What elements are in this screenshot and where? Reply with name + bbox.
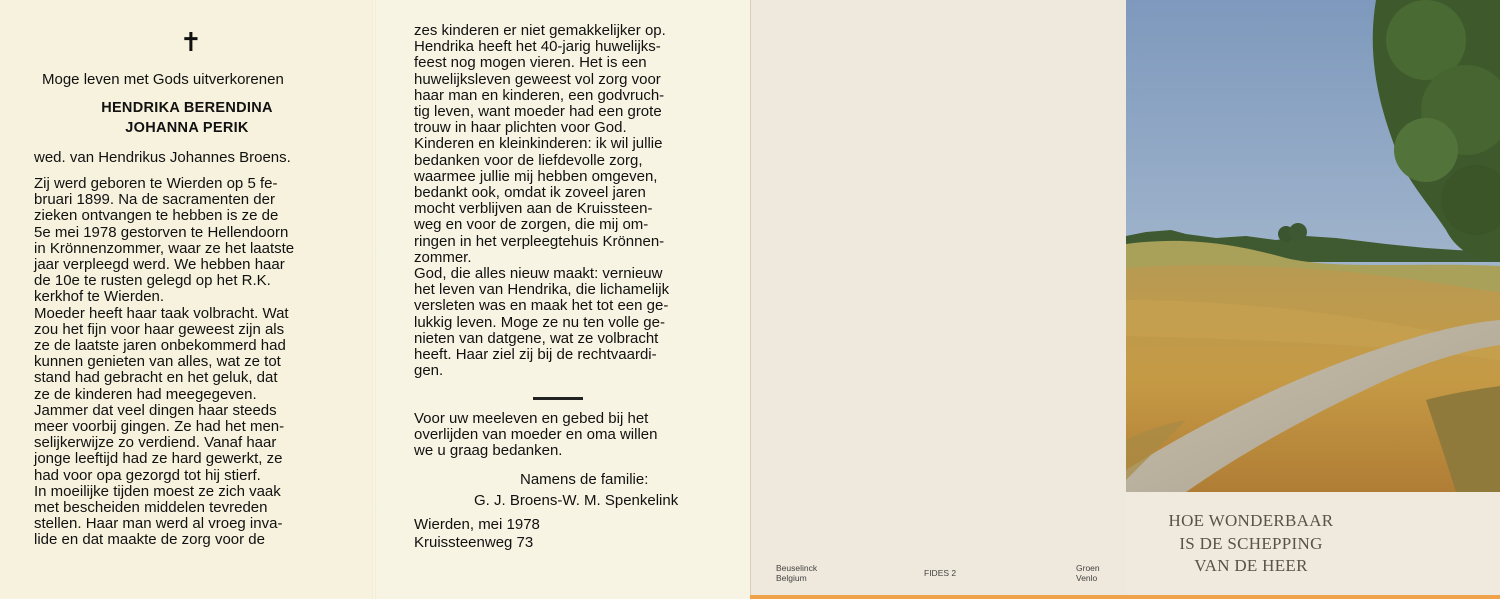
center-fold [372, 0, 376, 599]
deceased-name-line2: JOHANNA PERIK [125, 120, 249, 136]
deceased-name-line1: HENDRIKA BERENDINA [101, 100, 273, 116]
motto-text: Moge leven met Gods uitverkorenen [42, 71, 284, 88]
country-road-photo [1126, 0, 1500, 492]
place-date: Wierden, mei 1978 [414, 516, 540, 533]
series-label: FIDES 2 [924, 568, 957, 578]
front-caption [1126, 510, 1376, 578]
family-names: G. J. Broens-W. M. Spenkelink [474, 492, 679, 509]
publisher-right: Groen Venlo [1076, 563, 1100, 583]
card-back-panel [750, 0, 1126, 599]
address: Kruissteenweg 73 [414, 534, 534, 551]
biography-text: Zij werd geboren te Wierden op 5 fe- bruari 1899. Na de sacramenten der zieken ontvangen te hebben is ze de 5e mei 1978 gestorven te Hellendoorn in Krönnenzommer, waar ze het laatste jaar verpleegd werd. We hebben haar de 10e te rusten gelegd op het R.K. kerkhof te Wierden. Moeder heeft haar taak volbracht. Wat zou het fijn voor haar geweest zijn als ze de laatste jaren onbekommerd had kunnen genieten van alles, wat ze tot stand had gebracht en het geluk, dat ze de kinderen had meegegeven. Jammer dat veel dingen haar steeds meer voorbij gingen. Ze had het men- selijkerwijze zo verdiend. Vanaf haar jonge leeftijd had ze hard gewerkt, ze had voor opa gezorgd tot hij stierf. In moeilijke tijden moest ze zich vaak met bescheiden middelen tevreden stellen. Haar man werd al vroeg inva- lide en dat maakte de zorg voor de [34, 175, 295, 549]
caption-line3: VAN DE HEER [1194, 556, 1308, 575]
family-title: Namens de familie: [520, 471, 649, 488]
bottom-edge-strip [750, 595, 1500, 599]
thanks-text: Voor uw meeleven en gebed bij het overlijden van moeder en oma willen we u graag bedanken. [414, 410, 658, 460]
caption-line1: HOE WONDERBAAR [1168, 511, 1334, 530]
publisher-left: Beuselinck Belgium [776, 563, 818, 583]
widow-of-line: wed. van Hendrikus Johannes Broens. [34, 149, 291, 166]
separator-rule [533, 397, 583, 400]
cross-icon: ✝ [180, 28, 202, 58]
caption-line2: IS DE SCHEPPING [1179, 533, 1323, 553]
place-and-address [414, 516, 540, 552]
reflection-text: zes kinderen er niet gemakkelijker op. Hendrika heeft het 40-jarig huwelijks- feest nog mogen vieren. Het is een huwelijksleven geweest vol zorg voor haar man en kinderen, een godvruch- tig leven, want moeder had een grote trouw in haar plichten voor God. Kinderen en kleinkinderen: ik wil jullie bedanken voor de liefdevolle zorg, waarmee jullie mij hebben omgeven, bedankt ook, omdat ik zoveel jaren mocht verblijven aan de Kruissteen- weg en voor de zorgen, die mij om- ringen in het verpleegtehuis Krönnen- zommer. God, die alles nieuw maakt: vernieuw het leven van Hendrika, die lichamelijk versleten was en maak het tot een ge- lukkig leven. Moge ze nu ten volle ge- nieten van datgene, wat ze volbracht heeft. Haar ziel zij bij de rechtvaardi- gen. [414, 22, 670, 380]
